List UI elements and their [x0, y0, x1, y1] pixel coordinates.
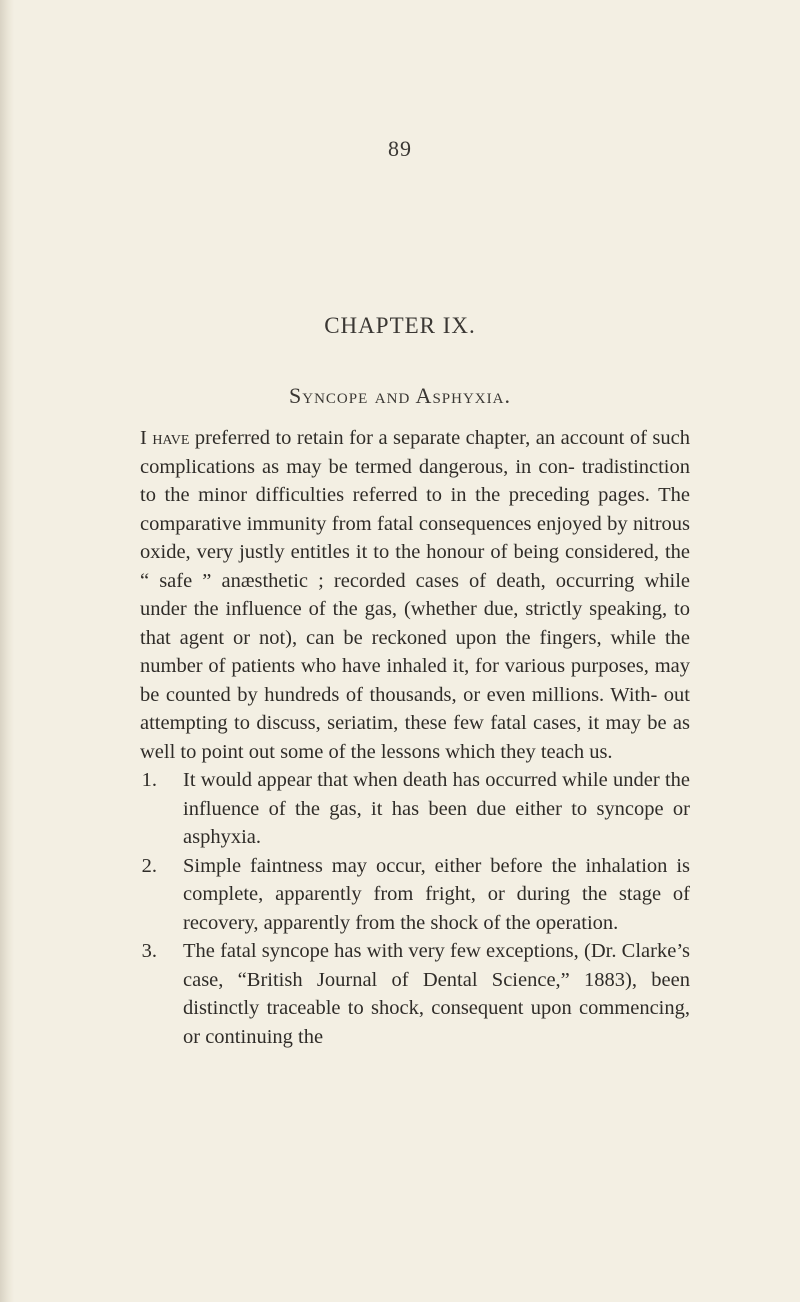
list-item: [140, 766, 690, 852]
intro-text: preferred to retain for a separate chapter, an account of such complications as may be termed dangerous, in con- tradistinction to the minor difficulties referred to in the preceding pages. The comparative immunity from fatal consequences enjoyed by nitrous oxide, very justly entitles it to the honour of being considered, the “ safe ” anæsthetic ; recorded cases of death, occurring while under the influence of the gas, (whether due, strictly speaking, to that agent or not), can be reckoned upon the fingers, while the number of patients who have inhaled it, for various purposes, may be counted by hundreds of thousands, or even millions. With- out attempting to discuss, seriatim, these few fatal cases, it may be as well to point out some of the lessons which they teach us.: [140, 427, 691, 763]
list-item-text: Simple faintness may occur, either before the inhalation is complete, apparently from fright, or during the stage of recovery, apparently from the shock of the operation.: [183, 854, 690, 934]
list-item: [140, 937, 690, 1051]
list-item-text: It would appear that when death has occurred while under the influence of the gas, it has been due either to syncope or asphyxia.: [183, 769, 690, 848]
intro-paragraph: [140, 424, 690, 766]
page-edge-shadow: [0, 0, 14, 1302]
list-item-number: 1.: [141, 769, 157, 791]
section-title: Syncope and Asphyxia.: [289, 383, 511, 408]
chapter-title: CHAPTER IX.: [324, 313, 476, 338]
page-number: 89: [388, 136, 412, 161]
intro-lead-words: I have: [140, 427, 190, 449]
body-text: [140, 424, 690, 1051]
list-item-text: The fatal syncope has with very few exceptions, (Dr. Clarke’s case, “British Journal of Dental Science,” 1883), been distinctly traceable to shock, consequent upon commencing, or continuing the: [183, 940, 690, 1048]
list-item-number: 3.: [141, 940, 157, 962]
numbered-list: [140, 766, 690, 1051]
list-item: [140, 852, 690, 938]
list-item-number: 2.: [141, 854, 157, 877]
